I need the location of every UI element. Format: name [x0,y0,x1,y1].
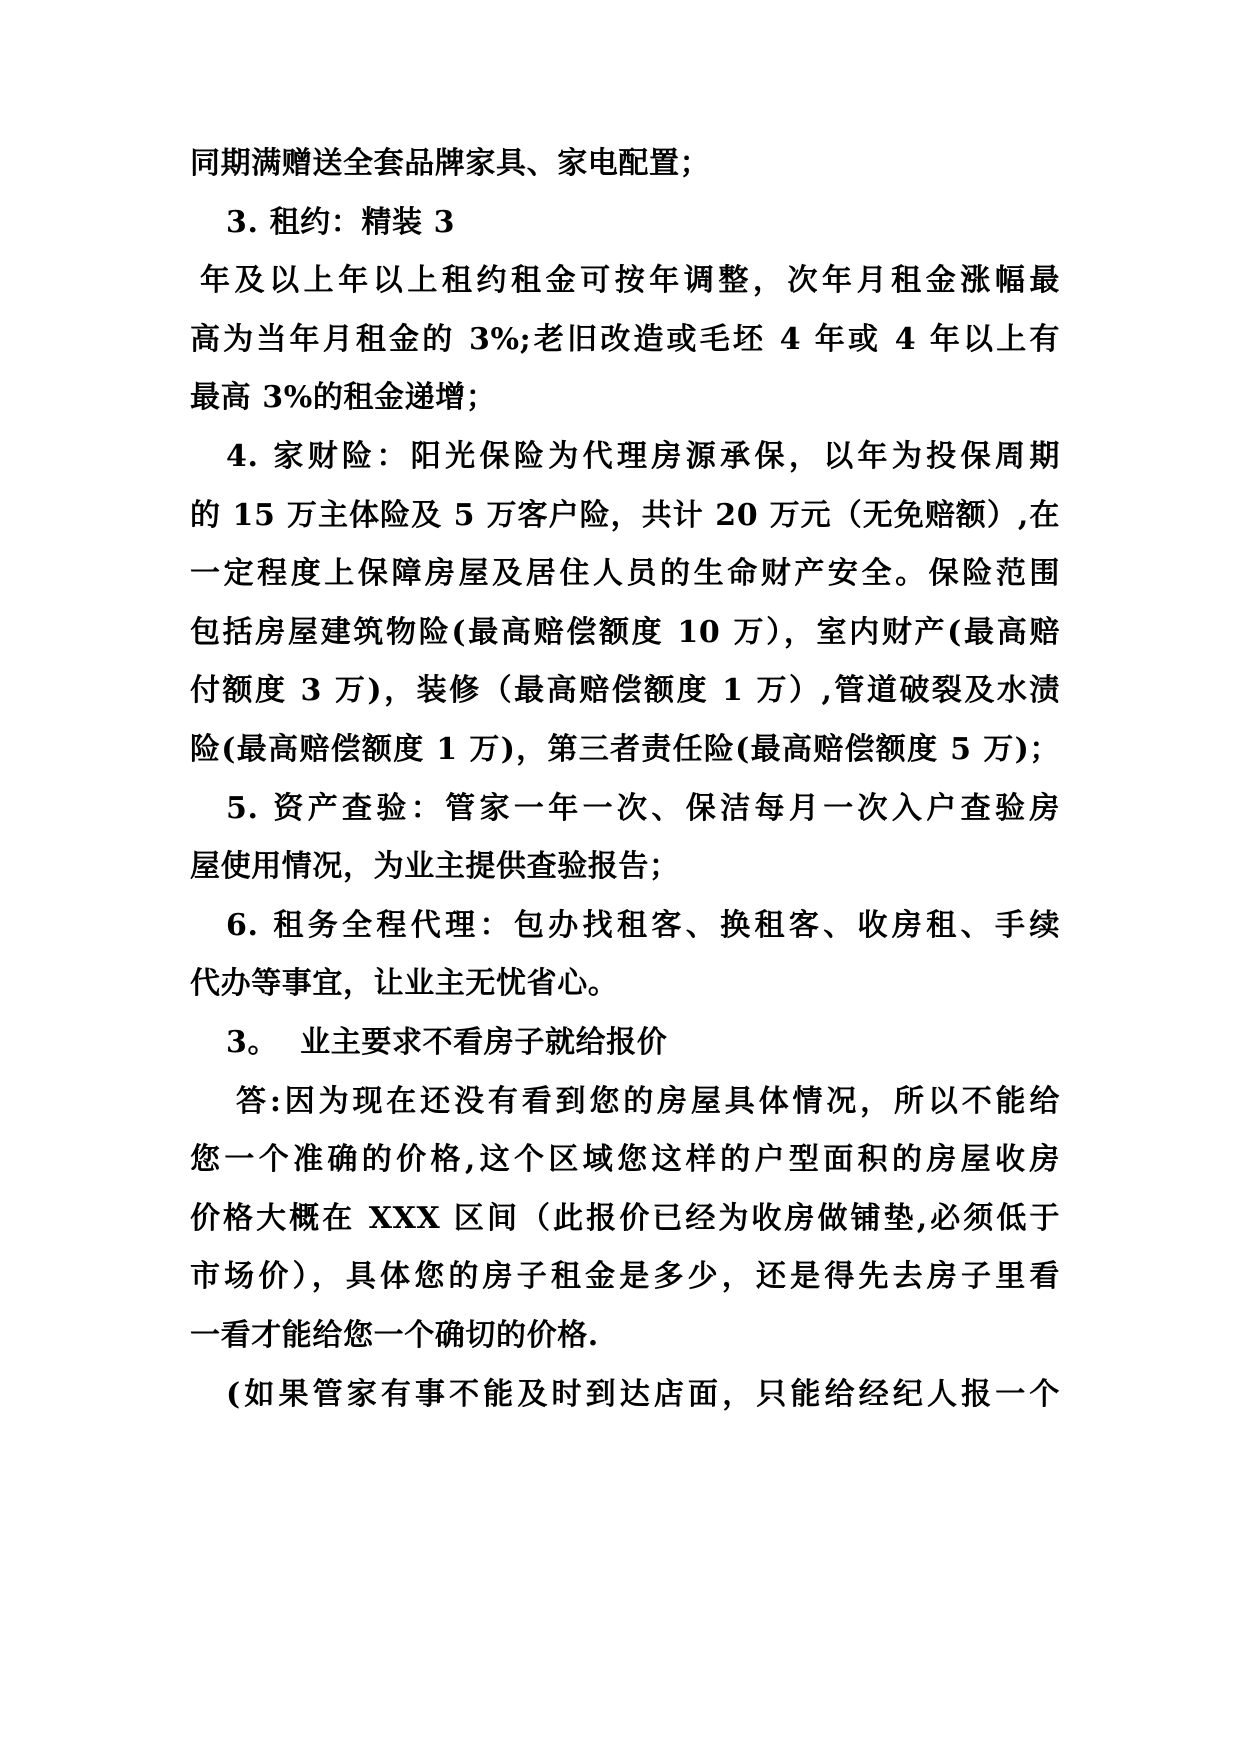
text-line: (如果管家有事不能及时到达店面，只能给经纪人报一个 [226,1377,1060,1412]
list-item-heading: 4. 家财险：阳光保险为代理房源承保，以年为投保周期 [226,439,1060,474]
text-line: 答:因为现在还没有看到您的房屋具体情况，所以不能给 [236,1084,1060,1119]
text-line: 一定程度上保障房屋及居住人员的生命财产安全。保险范围 [190,556,1060,591]
text-line: 付额度 3 万)，装修（最高赔偿额度 1 万）,管道破裂及水渍 [190,673,1060,708]
text-line: 价格大概在 XXX 区间（此报价已经为收房做铺垫,必须低于 [190,1201,1060,1236]
text-line: 屋使用情况，为业主提供查验报告； [190,849,680,884]
list-item-heading: 5. 资产查验：管家一年一次、保洁每月一次入户查验房 [226,791,1060,826]
text-line: 险(最高赔偿额度 1 万)，第三者责任险(最高赔偿额度 5 万)； [190,732,1060,767]
text-line: 年及以上年以上租约租金可按年调整，次年月租金涨幅最 [200,263,1060,298]
text-line: 最高 3%的租金递增； [190,380,497,415]
text-line: 市场价），具体您的房子租金是多少，还是得先去房子里看 [190,1259,1060,1294]
text-line: 包括房屋建筑物险(最高赔偿额度 10 万），室内财产(最高赔 [190,615,1060,650]
section-heading: 3。 业主要求不看房子就给报价 [226,1025,668,1060]
text-line: 您一个准确的价格,这个区域您这样的户型面积的房屋收房 [190,1142,1060,1177]
list-item-heading: 6. 租务全程代理：包办找租客、换租客、收房租、手续 [226,908,1060,943]
text-line: 的 15 万主体险及 5 万客户险，共计 20 万元（无免赔额）,在 [190,498,1060,533]
text-line: 同期满赠送全套品牌家具、家电配置； [190,146,711,181]
list-item-heading: 3. 租约：精装 3 [226,205,456,240]
text-line: 代办等事宜，让业主无忧省心。 [190,966,619,1001]
text-line: 高为当年月租金的 3%;老旧改造或毛坯 4 年或 4 年以上有 [190,322,1060,357]
text-line: 一看才能给您一个确切的价格. [190,1318,599,1353]
